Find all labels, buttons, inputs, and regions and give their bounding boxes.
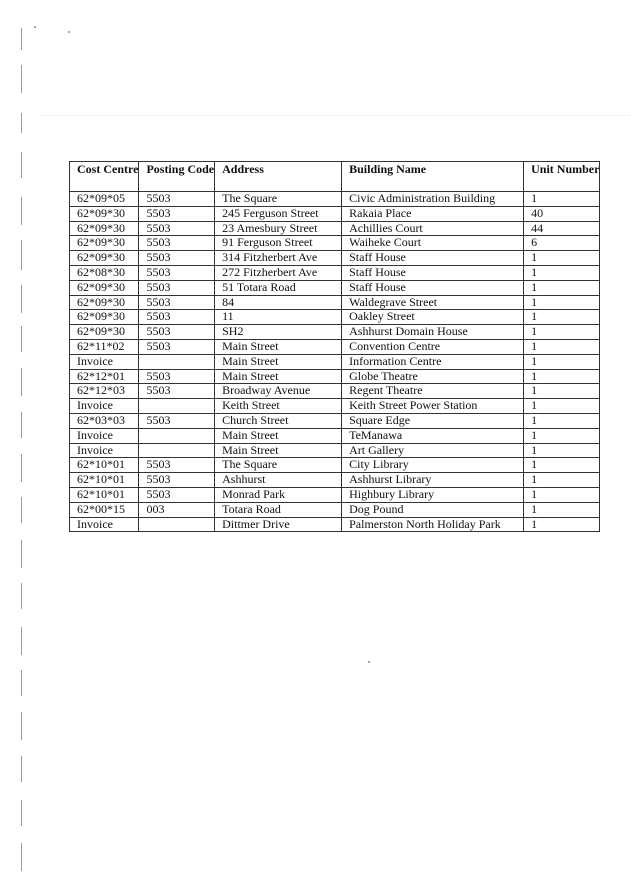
- cell-cost-centre: Invoice: [70, 428, 139, 443]
- cell-cost-centre: 62*10*01: [70, 458, 139, 473]
- table-row: [70, 473, 600, 488]
- cell-unit-number: 1: [524, 443, 600, 458]
- cell-posting-code: [139, 428, 215, 443]
- cell-address: Church Street: [215, 413, 342, 428]
- table-row: [70, 413, 600, 428]
- cell-building-name: Palmerston North Holiday Park: [342, 517, 524, 532]
- cell-address: Ashhurst: [215, 473, 342, 488]
- cell-address: Dittmer Drive: [215, 517, 342, 532]
- header-building-name: Building Name: [342, 162, 524, 192]
- cell-cost-centre: Invoice: [70, 443, 139, 458]
- cell-building-name: Staff House: [342, 280, 524, 295]
- cell-unit-number: 1: [524, 295, 600, 310]
- cell-building-name: Civic Administration Building: [342, 192, 524, 207]
- cell-posting-code: [139, 399, 215, 414]
- table-header-row: [70, 162, 600, 192]
- table-row: [70, 369, 600, 384]
- table-row: [70, 280, 600, 295]
- cell-building-name: Dog Pound: [342, 502, 524, 517]
- table-row: [70, 384, 600, 399]
- table-row: [70, 251, 600, 266]
- scan-speck: [34, 26, 36, 28]
- table-row: [70, 325, 600, 340]
- cell-address: Main Street: [215, 354, 342, 369]
- cell-cost-centre: 62*10*01: [70, 473, 139, 488]
- cell-building-name: Ashhurst Domain House: [342, 325, 524, 340]
- binding-mark: [21, 368, 22, 396]
- binding-mark: [21, 28, 22, 50]
- cell-cost-centre: 62*11*02: [70, 339, 139, 354]
- cell-unit-number: 1: [524, 369, 600, 384]
- table-row: [70, 443, 600, 458]
- cell-unit-number: 1: [524, 310, 600, 325]
- cell-cost-centre: 62*09*30: [70, 221, 139, 236]
- cell-cost-centre: 62*09*30: [70, 206, 139, 221]
- cell-cost-centre: 62*09*30: [70, 236, 139, 251]
- cell-posting-code: 5503: [139, 192, 215, 207]
- cell-posting-code: [139, 517, 215, 532]
- binding-mark: [21, 152, 22, 178]
- cell-posting-code: 5503: [139, 458, 215, 473]
- table-row: [70, 310, 600, 325]
- binding-mark: [21, 113, 22, 133]
- cell-posting-code: [139, 354, 215, 369]
- cell-address: 272 Fitzherbert Ave: [215, 265, 342, 280]
- cell-unit-number: 1: [524, 487, 600, 502]
- scan-speck: [368, 661, 370, 663]
- cell-cost-centre: 62*09*30: [70, 280, 139, 295]
- cell-address: Main Street: [215, 339, 342, 354]
- cell-building-name: Rakaia Place: [342, 206, 524, 221]
- cell-building-name: Art Gallery: [342, 443, 524, 458]
- cell-unit-number: 1: [524, 192, 600, 207]
- building-units-table: [69, 161, 600, 532]
- cell-building-name: Ashhurst Library: [342, 473, 524, 488]
- cell-unit-number: 1: [524, 428, 600, 443]
- table-row: [70, 458, 600, 473]
- cell-address: Totara Road: [215, 502, 342, 517]
- binding-mark: [21, 326, 22, 352]
- cell-building-name: Convention Centre: [342, 339, 524, 354]
- cell-cost-centre: 62*00*15: [70, 502, 139, 517]
- cell-cost-centre: 62*09*30: [70, 251, 139, 266]
- table-row: [70, 399, 600, 414]
- cell-posting-code: 5503: [139, 295, 215, 310]
- cell-cost-centre: 62*09*30: [70, 325, 139, 340]
- cell-address: Monrad Park: [215, 487, 342, 502]
- cell-posting-code: 5503: [139, 384, 215, 399]
- cell-unit-number: 1: [524, 265, 600, 280]
- cell-building-name: Oakley Street: [342, 310, 524, 325]
- cell-address: Main Street: [215, 443, 342, 458]
- binding-mark: [21, 240, 22, 270]
- cell-cost-centre: 62*09*05: [70, 192, 139, 207]
- cell-unit-number: 40: [524, 206, 600, 221]
- table-row: [70, 206, 600, 221]
- cell-posting-code: 5503: [139, 325, 215, 340]
- table-row: [70, 221, 600, 236]
- table-row: [70, 428, 600, 443]
- scan-fold-line: [40, 115, 630, 116]
- cell-cost-centre: 62*09*30: [70, 295, 139, 310]
- cell-cost-centre: 62*12*03: [70, 384, 139, 399]
- cell-posting-code: 5503: [139, 487, 215, 502]
- table-row: [70, 502, 600, 517]
- cell-building-name: Information Centre: [342, 354, 524, 369]
- cell-unit-number: 6: [524, 236, 600, 251]
- cell-address: 314 Fitzherbert Ave: [215, 251, 342, 266]
- table-row: [70, 354, 600, 369]
- cell-address: 11: [215, 310, 342, 325]
- header-unit-number: Unit Number: [524, 162, 600, 192]
- cell-posting-code: 5503: [139, 413, 215, 428]
- cell-posting-code: 5503: [139, 236, 215, 251]
- cell-posting-code: 5503: [139, 251, 215, 266]
- cell-building-name: Achillies Court: [342, 221, 524, 236]
- cell-unit-number: 1: [524, 473, 600, 488]
- cell-posting-code: 5503: [139, 339, 215, 354]
- table-row: [70, 192, 600, 207]
- cell-posting-code: 5503: [139, 265, 215, 280]
- header-cost-centre: Cost Centre: [70, 162, 139, 192]
- binding-mark: [21, 540, 22, 568]
- binding-mark: [21, 800, 22, 826]
- cell-unit-number: 1: [524, 325, 600, 340]
- binding-mark: [21, 583, 22, 609]
- cell-address: 91 Ferguson Street: [215, 236, 342, 251]
- cell-address: The Square: [215, 458, 342, 473]
- cell-cost-centre: 62*10*01: [70, 487, 139, 502]
- cell-address: Broadway Avenue: [215, 384, 342, 399]
- binding-mark: [21, 756, 22, 782]
- binding-mark: [21, 454, 22, 482]
- binding-mark: [21, 712, 22, 740]
- cell-address: Keith Street: [215, 399, 342, 414]
- table-row: [70, 295, 600, 310]
- cell-unit-number: 44: [524, 221, 600, 236]
- binding-mark: [21, 627, 22, 655]
- binding-mark: [21, 843, 22, 871]
- cell-posting-code: 5503: [139, 473, 215, 488]
- table-row: [70, 236, 600, 251]
- table-body: [70, 192, 600, 532]
- cell-posting-code: 003: [139, 502, 215, 517]
- cell-unit-number: 1: [524, 413, 600, 428]
- cell-cost-centre: 62*09*30: [70, 310, 139, 325]
- cell-unit-number: 1: [524, 502, 600, 517]
- binding-mark: [21, 285, 22, 313]
- cell-unit-number: 1: [524, 251, 600, 266]
- cell-address: Main Street: [215, 369, 342, 384]
- cell-cost-centre: 62*12*01: [70, 369, 139, 384]
- cell-address: SH2: [215, 325, 342, 340]
- cell-unit-number: 1: [524, 384, 600, 399]
- cell-building-name: Waldegrave Street: [342, 295, 524, 310]
- cell-address: 84: [215, 295, 342, 310]
- cell-unit-number: 1: [524, 399, 600, 414]
- binding-mark: [21, 670, 22, 696]
- table-row: [70, 517, 600, 532]
- cell-unit-number: 1: [524, 339, 600, 354]
- cell-address: The Square: [215, 192, 342, 207]
- binding-mark: [21, 497, 22, 523]
- cell-building-name: Keith Street Power Station: [342, 399, 524, 414]
- cell-cost-centre: Invoice: [70, 399, 139, 414]
- cell-address: 23 Amesbury Street: [215, 221, 342, 236]
- cell-building-name: Globe Theatre: [342, 369, 524, 384]
- binding-mark: [21, 412, 22, 438]
- cell-building-name: Staff House: [342, 265, 524, 280]
- cell-cost-centre: Invoice: [70, 354, 139, 369]
- cell-building-name: Waiheke Court: [342, 236, 524, 251]
- table-row: [70, 487, 600, 502]
- cell-cost-centre: Invoice: [70, 517, 139, 532]
- cell-unit-number: 1: [524, 354, 600, 369]
- cell-building-name: Regent Theatre: [342, 384, 524, 399]
- cell-address: Main Street: [215, 428, 342, 443]
- table-row: [70, 265, 600, 280]
- cell-cost-centre: 62*08*30: [70, 265, 139, 280]
- cell-cost-centre: 62*03*03: [70, 413, 139, 428]
- cell-building-name: Highbury Library: [342, 487, 524, 502]
- cell-unit-number: 1: [524, 458, 600, 473]
- cell-posting-code: 5503: [139, 221, 215, 236]
- cell-unit-number: 1: [524, 280, 600, 295]
- scan-speck: [68, 31, 70, 33]
- cell-posting-code: 5503: [139, 369, 215, 384]
- cell-posting-code: 5503: [139, 310, 215, 325]
- cell-posting-code: [139, 443, 215, 458]
- cell-address: 245 Ferguson Street: [215, 206, 342, 221]
- table-row: [70, 339, 600, 354]
- cell-building-name: Square Edge: [342, 413, 524, 428]
- cell-unit-number: 1: [524, 517, 600, 532]
- binding-mark: [21, 197, 22, 225]
- header-address: Address: [215, 162, 342, 192]
- header-posting-code: Posting Code: [139, 162, 215, 192]
- cell-posting-code: 5503: [139, 206, 215, 221]
- cell-posting-code: 5503: [139, 280, 215, 295]
- binding-mark: [21, 65, 22, 93]
- cell-building-name: TeManawa: [342, 428, 524, 443]
- cell-building-name: City Library: [342, 458, 524, 473]
- cell-address: 51 Totara Road: [215, 280, 342, 295]
- cell-building-name: Staff House: [342, 251, 524, 266]
